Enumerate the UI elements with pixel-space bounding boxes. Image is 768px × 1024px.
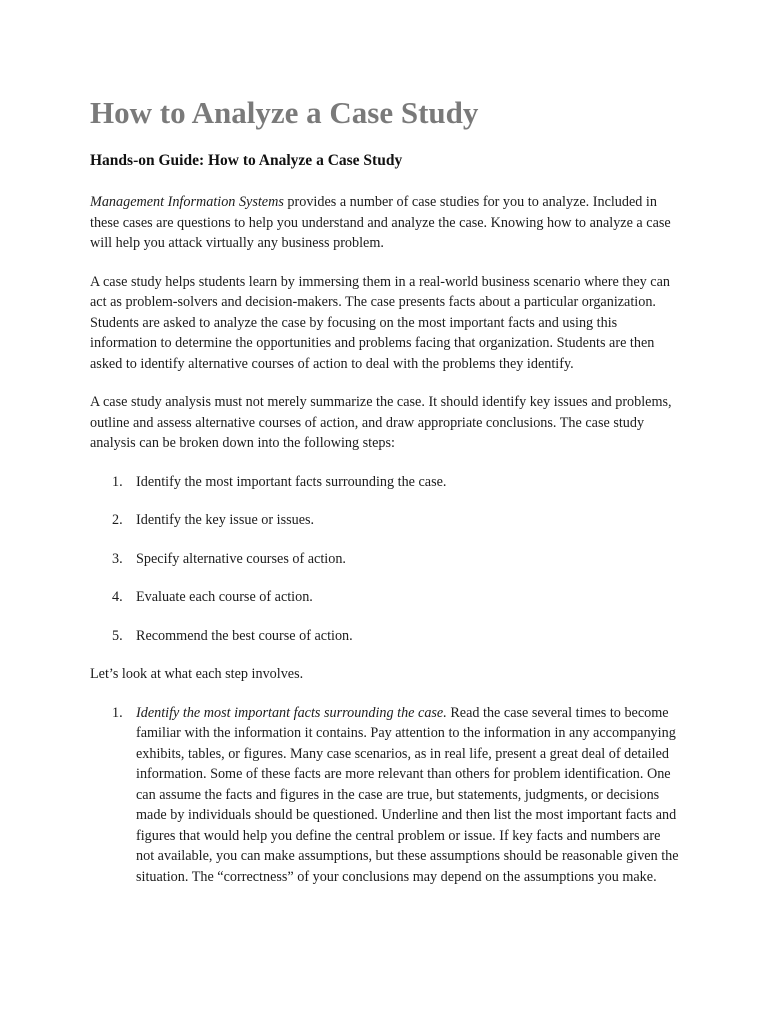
page-title: How to Analyze a Case Study (90, 95, 479, 130)
intro-paragraph (90, 192, 680, 254)
step-detail-text: Read the case several times to become familiar with the information it contains. Pay attention to the information in any accompanying exhibits, tables, or figures. Many case scenarios, as in real life, present a great deal of detailed information. Some of these facts are more relevant than others for problem identification. One can assume the facts and figures in the case are true, but statements, judgments, or decisions made by individuals should be questioned. Underline and then list the most important facts and figures that would help you define the central problem or issue. If key facts and numbers are not available, you can make assumptions, but these assumptions should be reasonable given the situation. The “correctness” of your conclusions may depend on the assumptions you make. (136, 704, 679, 885)
step-heading-italic: Identify the most important facts surrounding the case. (136, 704, 447, 721)
list-item-text: Recommend the best course of action. (136, 627, 353, 644)
paragraph-case-study-purpose: A case study helps students learn by immersing them in a real-world business scenario where they can act as problem-solvers and decision-makers. The case presents facts about a particular organization. Students are asked to analyze the case by focusing on the most important facts and using this information to determine the opportunities and problems facing that organization. Students are then asked to identify alternative courses of action to deal with the problems they identify. (90, 273, 670, 372)
intro-italic-lead: Management Information Systems (90, 194, 284, 210)
list-item (90, 549, 680, 570)
list-item (90, 587, 680, 608)
list-item-number: 2. (112, 512, 123, 528)
steps-list (90, 472, 680, 647)
list-item-text: Identify the most important facts surrounding the case. (136, 473, 447, 490)
list-item (90, 472, 680, 493)
step-details-list (90, 703, 680, 888)
page-subtitle: Hands-on Guide: How to Analyze a Case Study (90, 152, 403, 169)
list-item-number: 4. (112, 589, 123, 605)
intro-text: provides a number of case studies for you to analyze. Included in these cases are questions to help you understand and analyze the case. Knowing how to analyze a case will help you attack virtually any business problem. (90, 194, 671, 251)
list-item-number: 5. (112, 627, 123, 644)
list-item (90, 626, 680, 647)
list-item (90, 510, 680, 531)
list-item-number: 3. (112, 550, 123, 567)
paragraph-analysis-steps-intro: A case study analysis must not merely summarize the case. It should identify key issues and problems, outline and assess alternative courses of action, and draw appropriate conclusions. The case study analysis can be broken down into the following steps: (90, 394, 672, 451)
document-body (90, 192, 680, 887)
list-item (90, 703, 680, 888)
paragraph-transition: Let’s look at what each step involves. (90, 666, 304, 682)
list-item-text (136, 703, 680, 888)
list-item-text: Specify alternative courses of action. (136, 550, 346, 567)
list-item-number: 1. (112, 704, 123, 721)
list-item-number: 1. (112, 473, 123, 490)
list-item-text: Evaluate each course of action. (136, 589, 313, 605)
list-item-text: Identify the key issue or issues. (136, 512, 315, 528)
